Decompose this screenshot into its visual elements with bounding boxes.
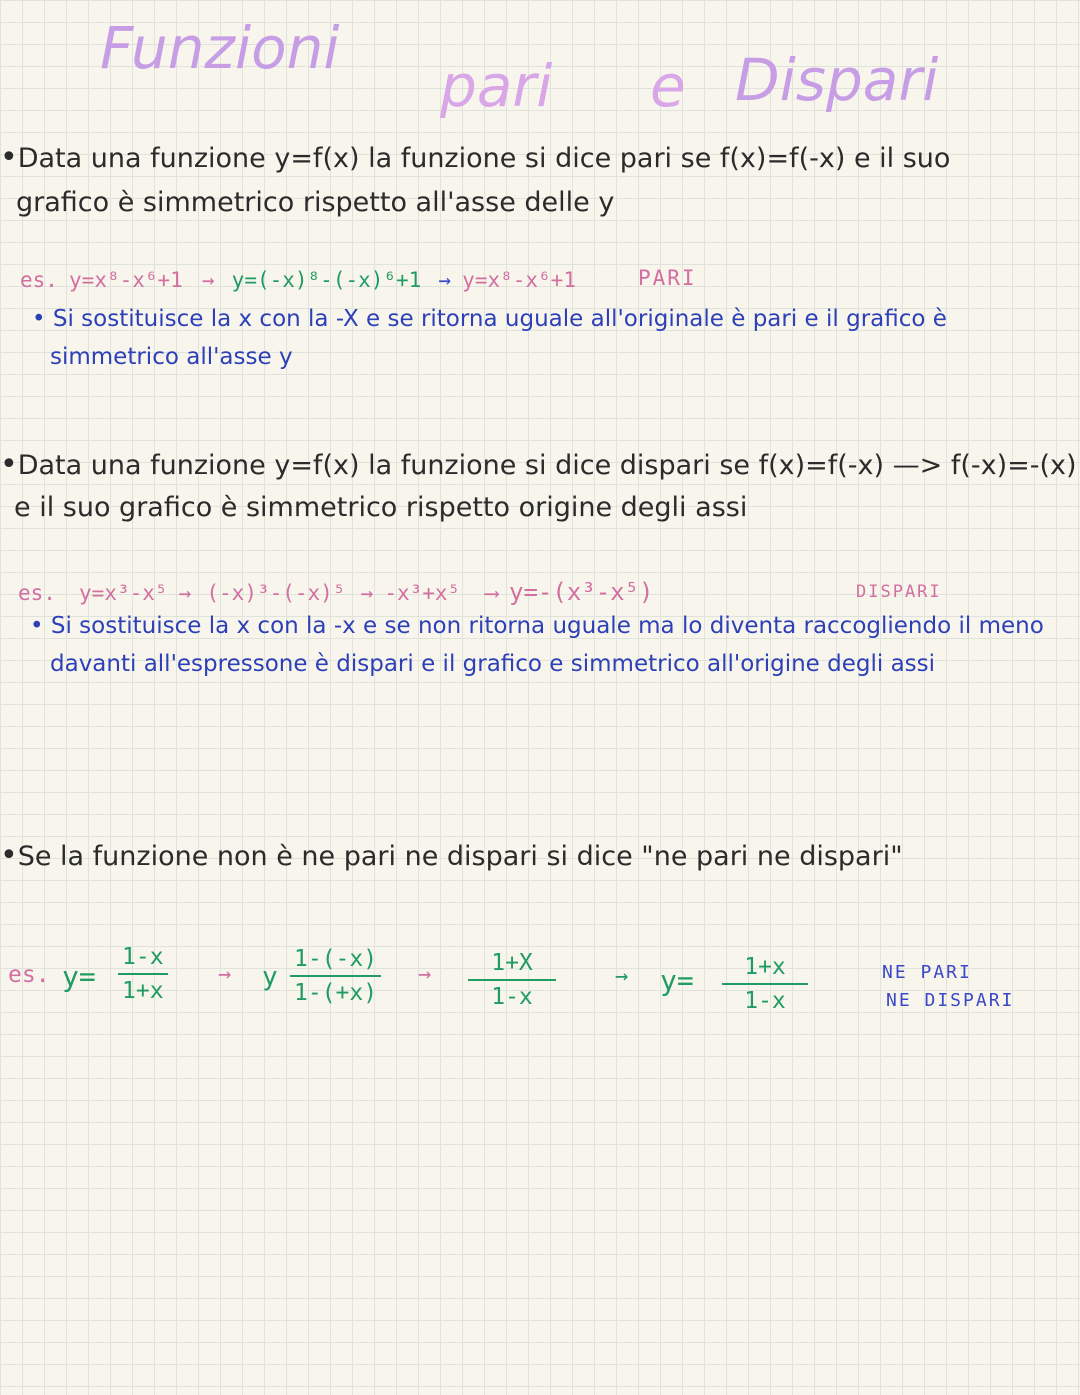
- dispari-example-arrow3: ⟶: [485, 581, 498, 605]
- dispari-bullet: •: [0, 447, 18, 482]
- dispari-example-expr1: y=x³-x⁵: [79, 581, 168, 605]
- ne-frac2-denominator: 1-(+x): [294, 980, 378, 1006]
- ne-frac4-numerator: 1+x: [722, 954, 808, 985]
- pari-definition-line1: Data una funzione y=f(x) la funzione si dice pari se f(x)=f(-x) e il suo: [17, 143, 951, 174]
- dispari-note-line1: • Si sostituisce la x con la -x e se non ritorna uguale ma lo diventa raccogliendo il meno: [30, 613, 1044, 639]
- dispari-example-arrow2: →: [360, 581, 374, 605]
- dispari-definition-line1: Data una funzione y=f(x) la funzione si dice dispari se f(x)=f(-x) —> f(-x)=-(x): [17, 450, 1077, 481]
- dispari-example-arrow1: →: [178, 581, 192, 605]
- dispari-example: [18, 578, 654, 606]
- ne-frac3-denominator: 1-x: [491, 984, 533, 1010]
- dispari-note-line2: davanti all'espressone è dispari e il grafico e simmetrico all'origine degli assi: [50, 651, 936, 677]
- ne-definition: [0, 834, 903, 879]
- dispari-definition: [0, 443, 1077, 488]
- ne-frac1: [118, 944, 168, 1004]
- pari-definition: [0, 136, 950, 181]
- ne-frac3: [468, 950, 556, 1010]
- title-word-e: e: [650, 52, 686, 120]
- pari-note-line2: simmetrico all'asse y: [50, 344, 293, 370]
- dispari-example-label: es.: [18, 581, 56, 605]
- dispari-result-label: DISPARI: [856, 582, 942, 602]
- pari-example-label: es.: [20, 268, 58, 292]
- dispari-example-expr4: y=-(x³-x⁵): [509, 578, 654, 606]
- ne-frac2-numerator: 1-(-x): [290, 946, 381, 977]
- ne-frac4-denominator: 1-x: [744, 988, 786, 1014]
- ne-example-lhs2: y: [262, 962, 278, 992]
- ne-example-lhs1: y=: [62, 960, 96, 993]
- ne-example-label: es.: [8, 962, 50, 988]
- pari-note-line1: • Si sostituisce la x con la -X e se ritorna uguale all'originale è pari e il grafico è: [32, 306, 947, 332]
- ne-example-arrow3: →: [615, 964, 629, 989]
- ne-example-lhs4: y=: [660, 964, 694, 997]
- ne-frac2: [290, 946, 381, 1006]
- ne-frac3-numerator: 1+X: [468, 950, 556, 981]
- ne-example-arrow1: →: [218, 962, 232, 987]
- title-word-dispari: Dispari: [735, 46, 939, 114]
- dispari-example-expr2: (-x)³-(-x)⁵: [206, 581, 346, 605]
- pari-example-expr3: y=x⁸-x⁶+1: [462, 268, 576, 292]
- pari-example-arrow2: →: [438, 268, 452, 292]
- pari-example-arrow1: →: [201, 268, 215, 292]
- ne-result-line1: NE PARI: [882, 962, 972, 983]
- pari-result-label: PARI: [638, 266, 697, 290]
- ne-frac4: [722, 954, 808, 1014]
- ne-frac1-denominator: 1+x: [122, 978, 164, 1004]
- ne-example-arrow2: →: [418, 962, 432, 987]
- ne-definition-line1: Se la funzione non è ne pari ne dispari si dice "ne pari ne dispari": [17, 841, 903, 872]
- ne-result-line2: NE DISPARI: [886, 990, 1015, 1011]
- pari-example-expr2: y=(-x)⁸-(-x)⁶+1: [231, 268, 422, 292]
- ne-bullet: •: [0, 838, 18, 873]
- pari-example-expr1: y=x⁸-x⁶+1: [69, 268, 183, 292]
- pari-example: [20, 268, 576, 292]
- pari-bullet: •: [0, 140, 18, 175]
- dispari-example-expr3: -x³+x⁵: [384, 581, 461, 605]
- title-word-funzioni: Funzioni: [100, 14, 340, 82]
- ne-frac1-numerator: 1-x: [118, 944, 168, 975]
- pari-definition-line2: grafico è simmetrico rispetto all'asse delle y: [16, 187, 615, 218]
- dispari-definition-line2: e il suo grafico è simmetrico rispetto origine degli assi: [14, 492, 748, 523]
- title-word-pari: pari: [440, 52, 553, 120]
